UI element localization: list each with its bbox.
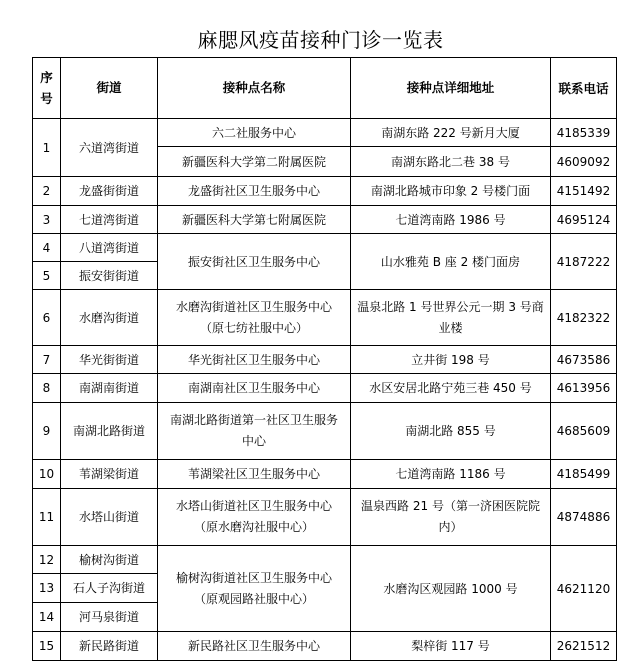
vaccination-clinic-table — [32, 57, 617, 661]
cell-street: 龙盛街街道 — [61, 177, 158, 206]
cell-no: 4 — [33, 234, 61, 262]
table-row — [33, 177, 617, 206]
cell-address: 七道湾南路 1186 号 — [351, 460, 551, 489]
cell-no: 14 — [33, 603, 61, 632]
table-row — [33, 489, 617, 546]
cell-street: 南湖南街道 — [61, 374, 158, 403]
cell-street: 苇湖梁街道 — [61, 460, 158, 489]
cell-address: 南湖北路 855 号 — [351, 403, 551, 460]
cell-phone: 4185339 — [551, 119, 617, 147]
cell-phone: 4621120 — [551, 546, 617, 632]
table-row — [33, 290, 617, 346]
cell-no: 5 — [33, 262, 61, 290]
cell-address: 温泉北路 1 号世界公元一期 3 号商业楼 — [351, 290, 551, 346]
cell-phone: 2621512 — [551, 632, 617, 661]
cell-street: 华光街街道 — [61, 346, 158, 374]
table-row — [33, 460, 617, 489]
header-phone: 联系电话 — [551, 58, 617, 119]
cell-phone: 4185499 — [551, 460, 617, 489]
table-row — [33, 119, 617, 147]
cell-site: 水塔山街道社区卫生服务中心（原水磨沟社服中心） — [158, 489, 351, 546]
cell-no: 2 — [33, 177, 61, 206]
cell-street: 新民路街道 — [61, 632, 158, 661]
cell-site: 南湖南社区卫生服务中心 — [158, 374, 351, 403]
cell-address: 南湖北路城市印象 2 号楼门面 — [351, 177, 551, 206]
cell-site: 振安街社区卫生服务中心 — [158, 234, 351, 290]
header-no: 序号 — [33, 58, 61, 119]
cell-no: 15 — [33, 632, 61, 661]
cell-no: 9 — [33, 403, 61, 460]
cell-address: 梨梓街 117 号 — [351, 632, 551, 661]
cell-phone: 4695124 — [551, 206, 617, 234]
table-row — [33, 206, 617, 234]
cell-address: 温泉西路 21 号（第一济困医院院内） — [351, 489, 551, 546]
header-row — [33, 58, 617, 119]
table-row — [33, 632, 617, 661]
header-address: 接种点详细地址 — [351, 58, 551, 119]
cell-site: 龙盛街社区卫生服务中心 — [158, 177, 351, 206]
header-site: 接种点名称 — [158, 58, 351, 119]
cell-street: 七道湾街道 — [61, 206, 158, 234]
cell-phone: 4151492 — [551, 177, 617, 206]
cell-address: 水区安居北路宁苑三巷 450 号 — [351, 374, 551, 403]
cell-phone: 4685609 — [551, 403, 617, 460]
cell-no: 6 — [33, 290, 61, 346]
cell-address: 山水雅苑 B 座 2 楼门面房 — [351, 234, 551, 290]
table-row — [33, 403, 617, 460]
cell-street: 六道湾街道 — [61, 119, 158, 177]
cell-site: 苇湖梁社区卫生服务中心 — [158, 460, 351, 489]
cell-street: 水塔山街道 — [61, 489, 158, 546]
cell-street: 南湖北路街道 — [61, 403, 158, 460]
cell-site: 水磨沟街道社区卫生服务中心（原七纺社服中心） — [158, 290, 351, 346]
cell-street: 振安街街道 — [61, 262, 158, 290]
page-title: 麻腮风疫苗接种门诊一览表 — [197, 28, 444, 52]
table-row — [33, 374, 617, 403]
cell-street: 榆树沟街道 — [61, 546, 158, 574]
cell-no: 11 — [33, 489, 61, 546]
cell-site: 南湖北路街道第一社区卫生服务中心 — [158, 403, 351, 460]
cell-site: 新疆医科大学第二附属医院 — [158, 147, 351, 177]
cell-phone: 4187222 — [551, 234, 617, 290]
table-row — [33, 546, 617, 574]
cell-site: 华光街社区卫生服务中心 — [158, 346, 351, 374]
cell-no: 8 — [33, 374, 61, 403]
table-row — [33, 234, 617, 262]
cell-no: 3 — [33, 206, 61, 234]
cell-address: 水磨沟区观园路 1000 号 — [351, 546, 551, 632]
cell-no: 12 — [33, 546, 61, 574]
header-street: 街道 — [61, 58, 158, 119]
cell-street: 河马泉街道 — [61, 603, 158, 632]
cell-no: 10 — [33, 460, 61, 489]
cell-street: 石人子沟街道 — [61, 574, 158, 603]
cell-no: 1 — [33, 119, 61, 177]
cell-address: 南湖东路 222 号新月大厦 — [351, 119, 551, 147]
cell-phone: 4874886 — [551, 489, 617, 546]
cell-no: 13 — [33, 574, 61, 603]
cell-no: 7 — [33, 346, 61, 374]
cell-site: 新民路社区卫生服务中心 — [158, 632, 351, 661]
cell-address: 立井街 198 号 — [351, 346, 551, 374]
cell-site: 榆树沟街道社区卫生服务中心（原观园路社服中心） — [158, 546, 351, 632]
cell-site: 新疆医科大学第七附属医院 — [158, 206, 351, 234]
cell-site: 六二社服务中心 — [158, 119, 351, 147]
cell-phone: 4673586 — [551, 346, 617, 374]
cell-address: 七道湾南路 1986 号 — [351, 206, 551, 234]
cell-address: 南湖东路北二巷 38 号 — [351, 147, 551, 177]
cell-phone: 4613956 — [551, 374, 617, 403]
cell-street: 水磨沟街道 — [61, 290, 158, 346]
cell-phone: 4182322 — [551, 290, 617, 346]
cell-street: 八道湾街道 — [61, 234, 158, 262]
cell-phone: 4609092 — [551, 147, 617, 177]
table-row — [33, 346, 617, 374]
